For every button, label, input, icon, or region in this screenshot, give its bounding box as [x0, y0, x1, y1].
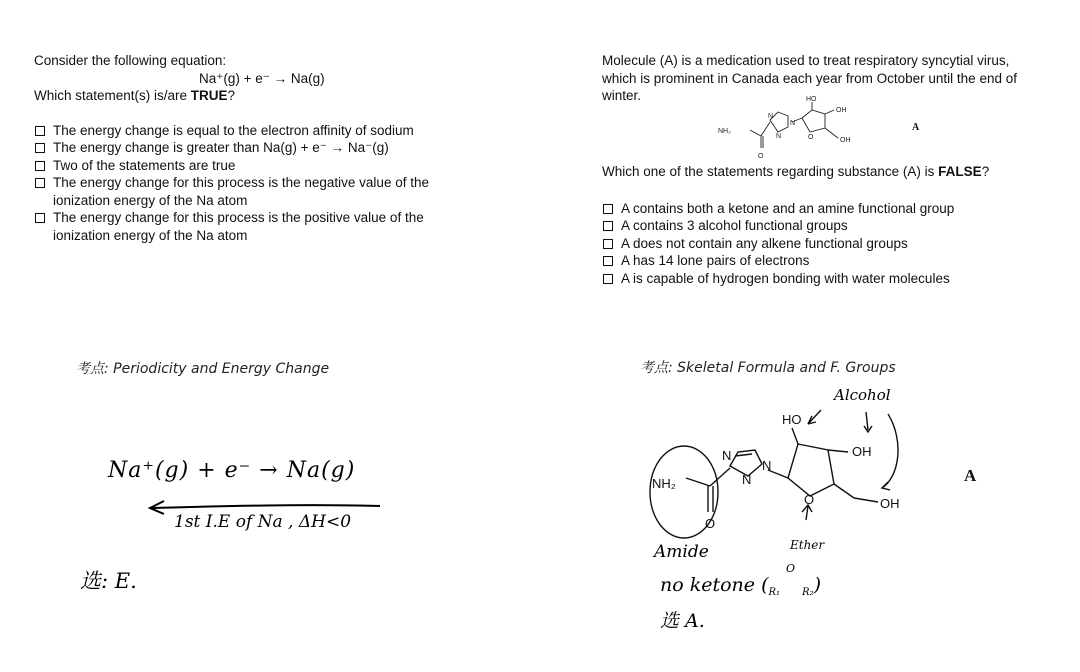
- large-ring-o: O: [804, 492, 815, 507]
- large-n3: N: [762, 458, 772, 473]
- right-question-intro: Molecule (A) is a medication used to treat respiratory syncytial virus, which is prominent in Canada each year from October until the end of winter.: [602, 53, 1017, 103]
- left-option-b[interactable]: The energy change is greater than Na(g) + e⁻ → Na⁻(g): [34, 139, 474, 157]
- large-label-a: A: [964, 466, 977, 485]
- checkbox-icon[interactable]: [603, 204, 613, 214]
- checkbox-icon[interactable]: [35, 161, 45, 171]
- small-n2: N: [776, 133, 782, 140]
- large-n1: N: [722, 448, 732, 463]
- left-option-c[interactable]: Two of the statements are true: [34, 157, 474, 175]
- checkbox-icon[interactable]: [603, 256, 613, 266]
- left-option-d[interactable]: The energy change for this process is the negative value of the ionization energy of the Na atom: [34, 174, 474, 209]
- checkbox-icon[interactable]: [35, 213, 45, 223]
- left-question-prompt: Which statement(s) is/are TRUE?: [34, 88, 236, 103]
- small-nh2: NH₂: [718, 128, 731, 135]
- note-no-ketone: no ketone ($_{R_1}$ O $_{R_2}$): [660, 562, 821, 598]
- checkbox-icon[interactable]: [603, 239, 613, 249]
- right-option-d[interactable]: A has 14 lone pairs of electrons: [602, 252, 1042, 270]
- small-o: O: [758, 153, 764, 160]
- small-oh: OH: [836, 107, 847, 114]
- left-notes-annotation: 1st I.E of Na , ΔH<0: [174, 512, 352, 532]
- left-option-e[interactable]: The energy change for this process is the positive value of the ionization energy of the Na atom: [34, 209, 474, 244]
- large-nh2: NH₂: [652, 476, 676, 491]
- left-option-a[interactable]: The energy change is equal to the electron affinity of sodium: [34, 122, 474, 140]
- checkbox-icon[interactable]: [603, 274, 613, 284]
- right-question-prompt: Which one of the statements regarding substance (A) is FALSE?: [602, 164, 990, 179]
- small-n1: N: [768, 113, 774, 120]
- left-notes-topic: 考点: Periodicity and Energy Change: [76, 361, 330, 377]
- small-label-a: A: [912, 122, 920, 133]
- right-option-a[interactable]: A contains both a ketone and an amine functional group: [602, 200, 1042, 218]
- small-oh-2: OH: [840, 137, 851, 144]
- small-ho: HO: [806, 96, 817, 103]
- molecule-structure-large: [636, 380, 936, 540]
- right-option-b[interactable]: A contains 3 alcohol functional groups: [602, 217, 1042, 235]
- right-option-e[interactable]: A is capable of hydrogen bonding with water molecules: [602, 270, 1042, 288]
- checkbox-icon[interactable]: [35, 143, 45, 153]
- left-question-equation: Na⁺(g) + e⁻ → Na(g): [199, 70, 325, 86]
- left-notes-answer: 选: E.: [80, 569, 137, 593]
- molecule-structure-small: [712, 92, 892, 164]
- right-notes-topic: 考点: Skeletal Formula and F. Groups: [640, 360, 896, 376]
- note-amide: Amide: [654, 542, 709, 562]
- checkbox-icon[interactable]: [35, 178, 45, 188]
- large-o: O: [705, 516, 716, 531]
- right-notes-answer: 选 A.: [660, 610, 705, 632]
- note-alcohol: Alcohol: [834, 386, 891, 404]
- checkbox-icon[interactable]: [603, 221, 613, 231]
- large-oh-2: OH: [880, 496, 900, 511]
- right-question-body: [602, 163, 1042, 287]
- large-ho: HO: [782, 412, 802, 427]
- left-notes-equation: Na⁺(g) + e⁻ → Na(g): [108, 458, 356, 483]
- large-n2: N: [742, 472, 752, 487]
- right-option-c[interactable]: A does not contain any alkene functional groups: [602, 235, 1042, 253]
- large-oh: OH: [852, 444, 872, 459]
- checkbox-icon[interactable]: [35, 126, 45, 136]
- note-ether: Ether: [790, 538, 825, 552]
- left-question-intro: Consider the following equation:: [34, 53, 227, 68]
- small-ring-o: O: [808, 134, 814, 141]
- small-n3: N: [790, 120, 796, 127]
- left-question: [34, 52, 474, 244]
